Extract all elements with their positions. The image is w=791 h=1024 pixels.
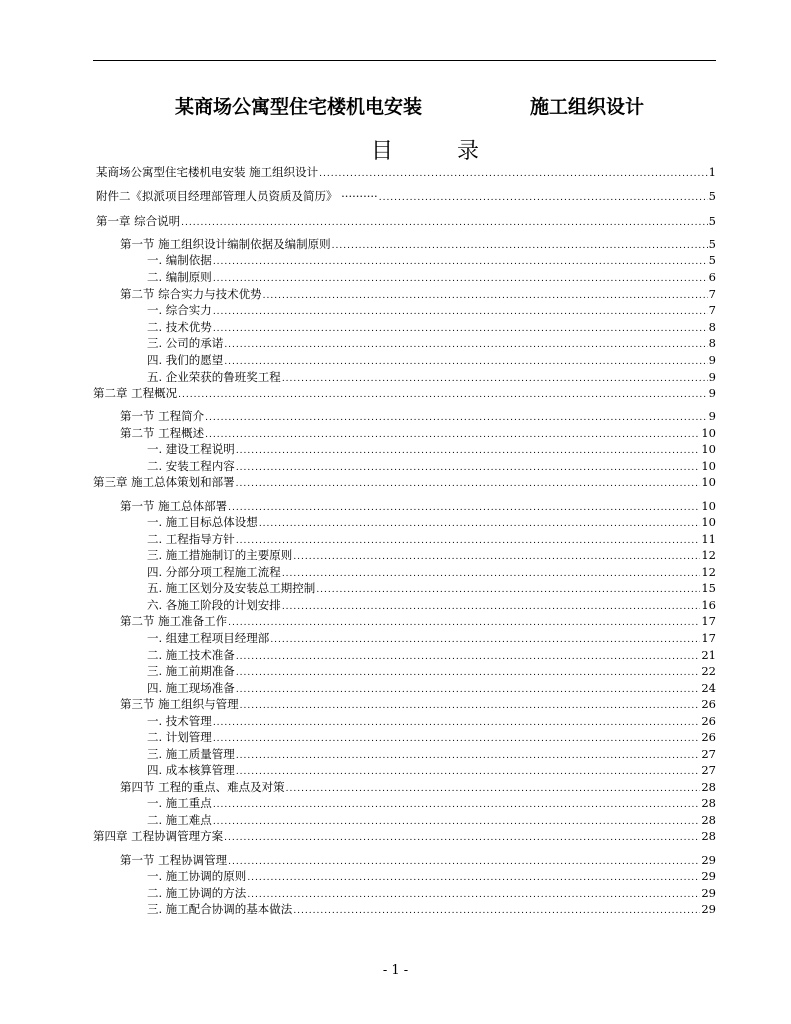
toc-entry-page: 10	[701, 499, 716, 513]
toc-entry-page: 16	[701, 598, 716, 612]
toc-entry-page: 17	[701, 631, 716, 645]
toc-entry-page: 22	[701, 664, 716, 678]
toc-entry-label: 第一章 综合说明	[96, 214, 181, 228]
toc-entry-label: 三. 公司的承诺	[147, 336, 224, 350]
toc-heading-char-2: 录	[457, 139, 480, 164]
toc-entry-page: 12	[701, 548, 716, 562]
toc-leader	[316, 582, 700, 598]
toc-leader	[213, 304, 708, 320]
toc-entry-page: 10	[701, 475, 716, 489]
toc-leader	[181, 215, 708, 231]
toc-entry-label: 二. 计划管理	[147, 730, 212, 744]
toc-entry-label: 一. 组建工程项目经理部	[147, 631, 270, 645]
toc-leader	[205, 410, 708, 426]
toc-entry-page: 17	[701, 614, 716, 628]
toc-entry[interactable]	[147, 746, 716, 762]
toc-entry-page: 26	[701, 697, 716, 711]
toc-entry[interactable]	[120, 613, 716, 629]
toc-entry[interactable]	[120, 696, 716, 712]
toc-entry-page: 9	[708, 353, 716, 367]
toc-entry-page: 1	[708, 165, 716, 179]
toc-entry[interactable]	[147, 319, 716, 335]
toc-entry-page: 9	[708, 409, 716, 423]
toc-entry[interactable]	[147, 352, 716, 368]
toc-entry-label: 第三章 施工总体策划和部署	[93, 475, 235, 489]
toc-heading-char-1: 目	[371, 139, 394, 164]
toc-entry[interactable]	[120, 498, 716, 514]
toc-entry-label: 第二节 综合实力与技术优势	[120, 287, 262, 301]
toc-entry[interactable]	[96, 164, 716, 180]
toc-entry[interactable]	[147, 901, 716, 917]
toc-entry[interactable]	[147, 547, 716, 563]
toc-leader	[213, 797, 701, 813]
toc-entry-label: 五. 企业荣获的鲁班奖工程	[147, 370, 281, 384]
toc-entry-page: 5	[708, 253, 716, 267]
toc-entry[interactable]	[147, 663, 716, 679]
toc-entry-page: 26	[701, 714, 716, 728]
toc-entry[interactable]	[147, 812, 716, 828]
toc-entry[interactable]	[120, 779, 716, 795]
toc-entry-page: 10	[701, 442, 716, 456]
toc-entry-label: 二. 施工协调的方法	[147, 886, 247, 900]
toc-entry-label: 第二章 工程概况	[93, 386, 178, 400]
toc-entry-page: 7	[708, 287, 716, 301]
toc-entry[interactable]	[147, 531, 716, 547]
toc-entry[interactable]	[120, 425, 716, 441]
toc-leader	[228, 615, 700, 631]
toc-entry-label: 第四节 工程的重点、难点及对策	[120, 780, 285, 794]
toc-entry-label: 一. 编制依据	[147, 253, 212, 267]
toc-entry-page: 8	[708, 320, 716, 334]
toc-entry-label: 二. 安装工程内容	[147, 459, 235, 473]
toc-entry-label: 五. 施工区划分及安装总工期控制	[147, 581, 316, 595]
toc-entry-label: 二. 工程指导方针	[147, 532, 235, 546]
toc-entry[interactable]	[93, 474, 716, 490]
toc-entry-page: 24	[701, 681, 716, 695]
toc-entry[interactable]	[147, 713, 716, 729]
toc-entry-label: 三. 施工前期准备	[147, 664, 235, 678]
toc-entry-label: 一. 施工协调的原则	[147, 869, 247, 883]
toc-entry-page: 29	[701, 902, 716, 916]
header-rule	[93, 60, 716, 61]
toc-entry[interactable]	[147, 647, 716, 663]
toc-entry[interactable]	[120, 286, 716, 302]
toc-entry[interactable]	[120, 236, 716, 252]
toc-leader	[224, 354, 707, 370]
toc-entry-label: 一. 建设工程说明	[147, 442, 235, 456]
toc-entry[interactable]	[147, 795, 716, 811]
toc-leader	[270, 632, 700, 648]
toc-entry-page: 29	[701, 886, 716, 900]
toc-leader	[247, 870, 700, 886]
toc-leader	[293, 903, 700, 919]
toc-entry-label: 第一节 工程协调管理	[120, 853, 228, 867]
toc-entry-page: 27	[701, 763, 716, 777]
toc-entry-label: 二. 技术优势	[147, 320, 212, 334]
toc-entry-page: 10	[701, 426, 716, 440]
toc-entry-page: 15	[701, 581, 716, 595]
toc-entry-label: 一. 技术管理	[147, 714, 212, 728]
toc-entry-page: 28	[701, 813, 716, 827]
toc-entry[interactable]	[120, 852, 716, 868]
toc-entry[interactable]	[147, 335, 716, 351]
toc-entry[interactable]	[120, 408, 716, 424]
toc-entry-page: 29	[701, 853, 716, 867]
toc-entry[interactable]	[147, 514, 716, 530]
toc-entry[interactable]	[96, 188, 716, 204]
toc-entry[interactable]	[147, 302, 716, 318]
toc-entry-label: 四. 成本核算管理	[147, 763, 235, 777]
toc-entry-page: 10	[701, 459, 716, 473]
toc-entry-label: 一. 施工重点	[147, 796, 212, 810]
toc-entry-page: 26	[701, 730, 716, 744]
toc-entry[interactable]	[147, 458, 716, 474]
toc-leader	[213, 254, 708, 270]
toc-leader	[259, 516, 701, 532]
toc-entry[interactable]	[147, 252, 716, 268]
toc-entry-label: 某商场公寓型住宅楼机电安装 施工组织设计	[96, 165, 319, 179]
toc-leader	[293, 549, 700, 565]
toc-leader	[236, 476, 701, 492]
toc-entry[interactable]	[147, 369, 716, 385]
toc-leader	[224, 337, 707, 353]
toc-entry-label: 一. 施工目标总体设想	[147, 515, 258, 529]
toc-entry-label: 第一节 工程简介	[120, 409, 205, 423]
toc-entry-label: 六. 各施工阶段的计划安排	[147, 598, 281, 612]
toc-entry-label: 四. 分部分项工程施工流程	[147, 565, 281, 579]
toc-leader	[224, 830, 700, 846]
toc-entry-page: 6	[708, 270, 716, 284]
toc-entry-label: 第四章 工程协调管理方案	[93, 829, 224, 843]
toc-entry[interactable]	[147, 762, 716, 778]
toc-entry-label: 一. 综合实力	[147, 303, 212, 317]
toc-entry-label: 第二节 工程概述	[120, 426, 205, 440]
toc-entry-label: 二. 施工技术准备	[147, 648, 235, 662]
toc-entry-page: 27	[701, 747, 716, 761]
toc-leader	[379, 190, 708, 206]
toc-leader	[178, 387, 708, 403]
toc-entry-label: 第一节 施工总体部署	[120, 499, 228, 513]
toc-entry-label: 第一节 施工组织设计编制依据及编制原则	[120, 237, 331, 251]
page-number: - 1 -	[382, 963, 409, 978]
toc-entry-page: 28	[701, 780, 716, 794]
toc-heading	[371, 134, 479, 165]
toc-entry[interactable]	[147, 564, 716, 580]
toc-entry-label: 附件二《拟派项目经理部管理人员资质及简历》 ··········	[96, 189, 378, 203]
toc-leader	[236, 665, 701, 681]
toc-entry-page: 12	[701, 565, 716, 579]
toc-entry[interactable]	[96, 213, 716, 229]
toc-entry-label: 第三节 施工组织与管理	[120, 697, 239, 711]
toc-leader	[236, 443, 701, 459]
title-part-1: 某商场公寓型住宅楼机电安装	[175, 96, 423, 118]
toc-leader	[319, 166, 708, 182]
toc-entry-label: 三. 施工配合协调的基本做法	[147, 902, 293, 916]
toc-entry[interactable]	[147, 729, 716, 745]
toc-entry-label: 第二节 施工准备工作	[120, 614, 228, 628]
toc-entry-label: 二. 施工难点	[147, 813, 212, 827]
toc-leader	[240, 698, 701, 714]
toc-entry-page: 28	[701, 796, 716, 810]
toc-entry[interactable]	[147, 868, 716, 884]
toc-leader	[213, 271, 708, 287]
toc-entry[interactable]	[147, 580, 716, 596]
toc-entry-page: 7	[708, 303, 716, 317]
toc-leader	[236, 764, 701, 780]
toc-entry[interactable]	[147, 680, 716, 696]
toc-entry[interactable]	[147, 630, 716, 646]
toc-entry[interactable]	[147, 441, 716, 457]
toc-entry[interactable]	[147, 597, 716, 613]
toc-entry[interactable]	[147, 885, 716, 901]
toc-entry-label: 四. 我们的愿望	[147, 353, 224, 367]
toc-entry-label: 三. 施工措施制订的主要原则	[147, 548, 293, 562]
toc-entry-page: 5	[708, 237, 716, 251]
title-part-2: 施工组织设计	[530, 96, 645, 118]
toc-leader	[213, 731, 701, 747]
toc-entry-page: 5	[708, 189, 716, 203]
toc-entry-page: 8	[708, 336, 716, 350]
toc-entry-page: 10	[701, 515, 716, 529]
toc-entry[interactable]	[93, 385, 716, 401]
toc-entry[interactable]	[93, 828, 716, 844]
toc-entry-page: 11	[701, 532, 716, 546]
toc-entry-page: 5	[708, 214, 716, 228]
toc-entry-page: 9	[708, 370, 716, 384]
toc-entry-page: 21	[701, 648, 716, 662]
toc-entry[interactable]	[147, 269, 716, 285]
toc-entry-label: 二. 编制原则	[147, 270, 212, 284]
toc-entry-page: 28	[701, 829, 716, 843]
toc-entry-label: 三. 施工质量管理	[147, 747, 235, 761]
toc-entry-label: 四. 施工现场准备	[147, 681, 235, 695]
toc-entry-page: 29	[701, 869, 716, 883]
toc-entry-page: 9	[708, 386, 716, 400]
